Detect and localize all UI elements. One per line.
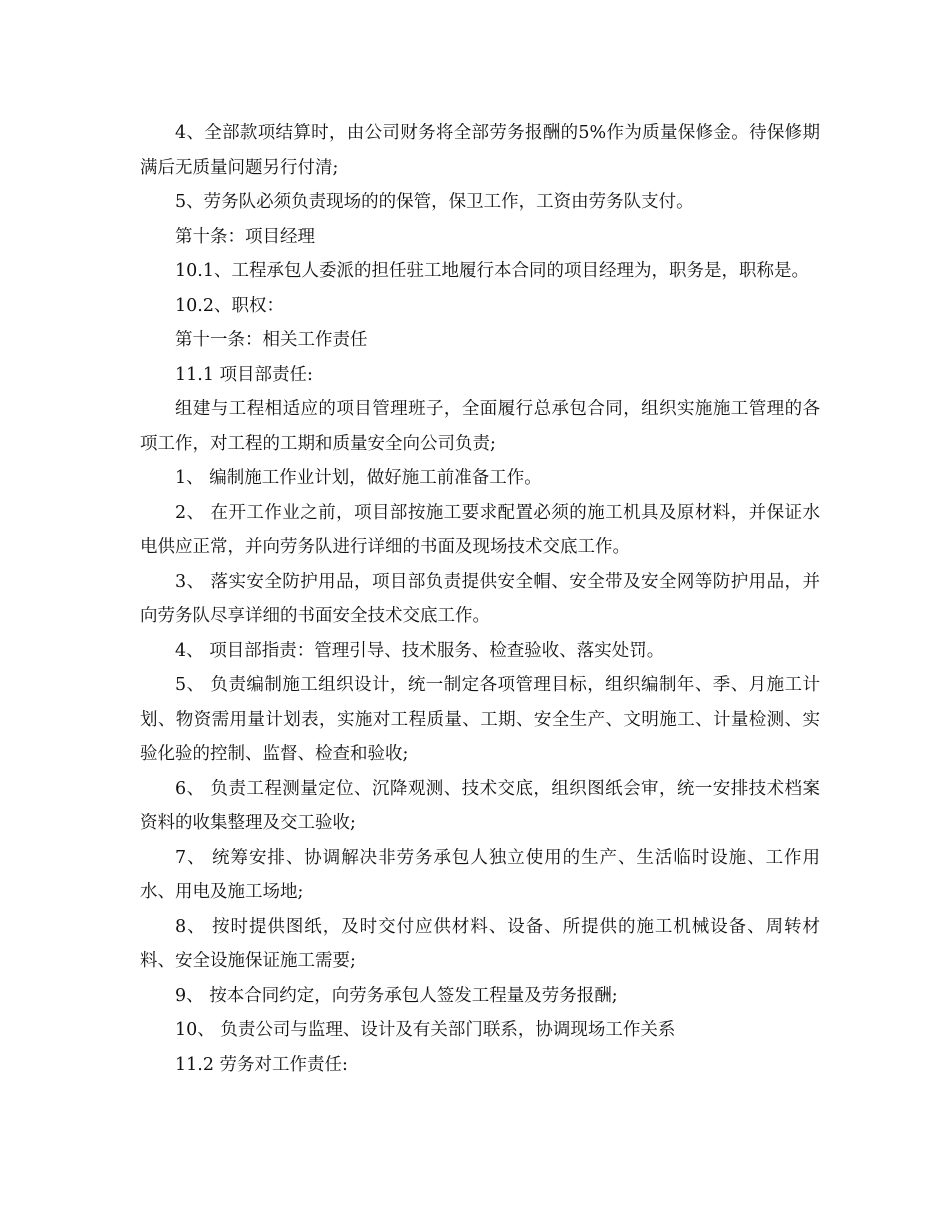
paragraph-project-team: 组建与工程相适应的项目管理班子，全面履行总承包合同，组织实施施工管理的各项工作，对工程的工期和质量安全向公司负责; <box>140 399 820 454</box>
heading-article-10: 第十条：项目经理 <box>175 226 315 247</box>
heading-article-11: 第十一条：相关工作责任 <box>175 330 368 350</box>
paragraph-site-custody: 5、劳务队必须负责现场的的保管，保卫工作，工资由劳务队支付。 <box>175 192 694 212</box>
list-item-2: 2、 在开工作业之前，项目部按施工要求配置必须的施工机具及原材料，并保证水电供应正常，并向劳务队进行详细的书面及现场技术交底工作。 <box>140 502 820 557</box>
list-item-1: 1、 编制施工作业计划，做好施工前准备工作。 <box>175 468 542 488</box>
paragraph-settlement: 4、全部款项结算时，由公司财务将全部劳务报酬的5%作为质量保修金。待保修期满后无质量问题另行付清; <box>140 123 820 178</box>
list-item-9: 9、 按本合同约定，向劳务承包人签发工程量及劳务报酬; <box>175 985 618 1006</box>
list-item-10: 10、 负责公司与监理、设计及有关部门联系，协调现场工作关系 <box>175 1020 676 1040</box>
paragraph-10-2: 10.2、职权： <box>175 295 284 316</box>
list-item-3: 3、 落实安全防护用品，项目部负责提供安全帽、安全带及安全网等防护用品，并向劳务队尽享详细的书面安全技术交底工作。 <box>140 571 820 626</box>
list-item-4: 4、 项目部指责：管理引导、技术服务、检查验收、落实处罚。 <box>175 640 665 661</box>
document-page <box>140 116 820 1082</box>
list-item-5: 5、 负责编制施工组织设计，统一制定各项管理目标，组织编制年、季、月施工计划、物资需用量计划表，实施对工程质量、工期、安全生产、文明施工、计量检测、实验化验的控制、监督、检查和验收; <box>140 675 820 764</box>
paragraph-10-1: 10.1、工程承包人委派的担任驻工地履行本合同的项目经理为，职务是，职称是。 <box>175 261 809 281</box>
list-item-6: 6、 负责工程测量定位、沉降观测、技术交底，组织图纸会审，统一安排技术档案资料的收集整理及交工验收; <box>140 778 820 833</box>
list-item-8: 8、 按时提供图纸，及时交付应供材料、设备、所提供的施工机械设备、周转材料、安全设施保证施工需要; <box>140 916 820 971</box>
heading-11-2: 11.2 劳务对工作责任: <box>175 1054 348 1075</box>
list-item-7: 7、 统筹安排、协调解决非劳务承包人独立使用的生产、生活临时设施、工作用水、用电及施工场地; <box>140 847 820 902</box>
heading-11-1: 11.1 项目部责任: <box>175 364 313 385</box>
